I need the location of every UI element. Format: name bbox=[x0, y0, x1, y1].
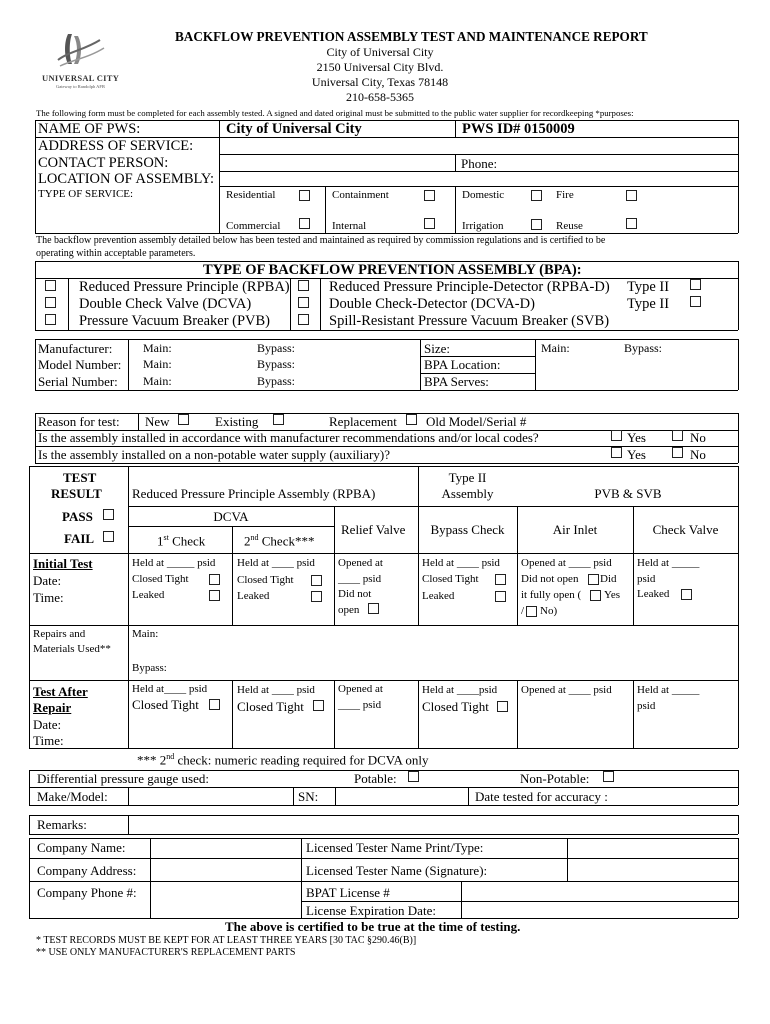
rpbad-type2-checkbox[interactable] bbox=[690, 279, 701, 290]
size-main-label: Main: bbox=[541, 341, 570, 355]
q2-yes-label: Yes bbox=[627, 447, 646, 462]
internal-label: Internal bbox=[332, 220, 367, 232]
question-non-potable: Is the assembly installed on a non-potable water supply (auxiliary)? bbox=[38, 447, 390, 462]
q1-no-label: No bbox=[690, 430, 706, 445]
air-inlet-did-not-open-checkbox[interactable] bbox=[588, 574, 599, 585]
bypass-closed-tight-label: Closed Tight bbox=[422, 573, 479, 585]
after-check2-closed-tight-label: Closed Tight bbox=[237, 699, 304, 714]
pvb-svb-heading: PVB & SVB bbox=[594, 486, 662, 501]
after-bypass-closed-tight-label: Closed Tight bbox=[422, 699, 489, 714]
q2-no-checkbox[interactable] bbox=[672, 447, 683, 458]
q2-no-label: No bbox=[690, 447, 706, 462]
dcva-heading: DCVA bbox=[213, 509, 249, 524]
commercial-label: Commercial bbox=[226, 220, 281, 232]
test-result-heading-line2: RESULT bbox=[51, 486, 102, 501]
reuse-label: Reuse bbox=[556, 220, 583, 232]
after-check-valve-held-at: Held at _____ bbox=[637, 684, 700, 696]
residential-label: Residential bbox=[226, 189, 276, 201]
gauge-nonpotable-label: Non-Potable: bbox=[520, 771, 590, 786]
header-city-state: Universal City, Texas 78148 bbox=[311, 75, 449, 89]
containment-label: Containment bbox=[332, 189, 389, 201]
repairs-label-line2: Materials Used** bbox=[33, 643, 111, 655]
air-inlet-opened-at: Opened at ____ psid bbox=[521, 557, 612, 569]
air-inlet-yes-checkbox[interactable] bbox=[590, 590, 601, 601]
q1-yes-label: Yes bbox=[627, 430, 646, 445]
rpbad-checkbox[interactable] bbox=[298, 280, 309, 291]
check2-closed-tight-label: Closed Tight bbox=[237, 574, 294, 586]
rpba-label: Reduced Pressure Principle (RPBA) bbox=[79, 279, 290, 295]
reason-existing-label: Existing bbox=[215, 414, 259, 429]
model-main-label: Main: bbox=[143, 357, 172, 371]
second-check-note: *** 2nd check: numeric reading required for DCVA only bbox=[137, 752, 429, 768]
serial-main-label: Main: bbox=[143, 374, 172, 388]
certify-statement-line1: The backflow prevention assembly detailed below has been tested and maintained as required by commission regulations and is certified to be bbox=[36, 235, 606, 246]
after-relief-opened-at: Opened at bbox=[338, 683, 383, 695]
reason-label: Reason for test: bbox=[38, 414, 120, 429]
test-after-repair-line1: Test After bbox=[33, 684, 88, 699]
company-name-label: Company Name: bbox=[37, 840, 126, 855]
repairs-label-line1: Repairs and bbox=[33, 628, 86, 640]
reuse-checkbox[interactable] bbox=[626, 218, 637, 229]
after-check1-held-at: Held at____ psid bbox=[132, 683, 208, 695]
dcva-checkbox[interactable] bbox=[45, 297, 56, 308]
header-address: 2150 Universal City Blvd. bbox=[316, 60, 444, 74]
air-inlet-did-not-open: Did not open bbox=[521, 573, 579, 585]
check2-held-at: Held at ____ psid bbox=[237, 557, 315, 569]
logo bbox=[38, 30, 120, 96]
check-valve-psid: psid bbox=[637, 573, 656, 585]
gauge-nonpotable-checkbox[interactable] bbox=[603, 771, 614, 782]
bypass-leaked-label: Leaked bbox=[422, 590, 455, 602]
bypass-closed-tight-checkbox[interactable] bbox=[495, 574, 506, 585]
dcvad-checkbox[interactable] bbox=[298, 297, 309, 308]
remarks-label: Remarks: bbox=[37, 817, 87, 832]
relief-opened-at: Opened at bbox=[338, 557, 383, 569]
sn-label: SN: bbox=[298, 789, 319, 804]
fail-checkbox[interactable] bbox=[103, 531, 114, 542]
q1-no-checkbox[interactable] bbox=[672, 430, 683, 441]
check1-leaked-label: Leaked bbox=[132, 589, 165, 601]
header-phone: 210-658-5365 bbox=[346, 90, 414, 104]
reason-replacement-label: Replacement bbox=[329, 414, 397, 429]
irrigation-checkbox[interactable] bbox=[531, 219, 542, 230]
dcvad-type2-checkbox[interactable] bbox=[690, 296, 701, 307]
check2-closed-tight-checkbox[interactable] bbox=[311, 575, 322, 586]
bpa-title: TYPE OF BACKFLOW PREVENTION ASSEMBLY (BPA): bbox=[203, 262, 582, 278]
first-check-heading: 1st Check bbox=[157, 533, 206, 549]
size-bypass-label: Bypass: bbox=[624, 341, 663, 355]
after-check2-held-at: Held at ____ psid bbox=[237, 684, 315, 696]
contact-person-label: CONTACT PERSON: bbox=[38, 155, 169, 171]
check-valve-heading: Check Valve bbox=[652, 522, 719, 537]
relief-did-not-open-checkbox[interactable] bbox=[368, 603, 379, 614]
domestic-label: Domestic bbox=[462, 189, 505, 201]
reason-new-label: New bbox=[145, 414, 170, 429]
gauge-potable-label: Potable: bbox=[354, 771, 397, 786]
instruction-text: The following form must be completed for each assembly tested. A signed and dated original must be submitted to the public water supplier for recordkeeping *purposes: bbox=[36, 108, 634, 118]
pws-name-value: City of Universal City bbox=[226, 121, 362, 137]
question-installed-codes: Is the assembly installed in accordance with manufacturer recommendations and/or local codes? bbox=[38, 430, 539, 445]
after-relief-psid: ____ psid bbox=[338, 699, 382, 711]
check1-held-at: Held at _____ psid bbox=[132, 557, 216, 569]
manufacturer-bypass-label: Bypass: bbox=[257, 341, 296, 355]
initial-date-label: Date: bbox=[33, 573, 62, 588]
q2-yes-checkbox[interactable] bbox=[611, 447, 622, 458]
city-logo-icon bbox=[38, 30, 120, 74]
second-check-heading: 2nd Check*** bbox=[244, 533, 315, 549]
commercial-checkbox[interactable] bbox=[299, 218, 310, 229]
rpba-checkbox[interactable] bbox=[45, 280, 56, 291]
irrigation-label: Irrigation bbox=[462, 220, 504, 232]
repairs-main-label: Main: bbox=[132, 628, 159, 640]
certified-statement: The above is certified to be true at the time of testing. bbox=[225, 919, 521, 934]
rpbad-type2-label: Type II bbox=[627, 279, 670, 295]
check2-leaked-checkbox[interactable] bbox=[311, 591, 322, 602]
repairs-bypass-label: Bypass: bbox=[132, 662, 167, 674]
header-city: City of Universal City bbox=[326, 45, 434, 59]
check-valve-leaked-label: Leaked bbox=[637, 588, 670, 600]
size-label: Size: bbox=[424, 341, 450, 356]
phone-label: Phone: bbox=[461, 156, 498, 171]
after-time-label: Time: bbox=[33, 733, 64, 748]
location-of-assembly-label: LOCATION OF ASSEMBLY: bbox=[38, 171, 215, 187]
company-address-label: Company Address: bbox=[37, 863, 137, 878]
pws-name-label: NAME OF PWS: bbox=[38, 121, 141, 137]
logo-tagline: Gateway to Randolph AFB bbox=[56, 84, 105, 89]
pvb-label: Pressure Vacuum Breaker (PVB) bbox=[79, 313, 271, 329]
pws-id: PWS ID# 0150009 bbox=[462, 121, 575, 137]
tester-print-label: Licensed Tester Name Print/Type: bbox=[306, 840, 484, 855]
dcvad-label: Double Check-Detector (DCVA-D) bbox=[329, 296, 535, 312]
make-model-label: Make/Model: bbox=[37, 789, 108, 804]
pvb-checkbox[interactable] bbox=[45, 314, 56, 325]
containment-checkbox[interactable] bbox=[424, 190, 435, 201]
dcvad-type2-label: Type II bbox=[627, 296, 670, 312]
address-of-service-label: ADDRESS OF SERVICE: bbox=[38, 138, 194, 154]
after-check2-closed-tight-checkbox[interactable] bbox=[313, 700, 324, 711]
fire-checkbox[interactable] bbox=[626, 190, 637, 201]
q1-yes-checkbox[interactable] bbox=[611, 430, 622, 441]
serial-number-label: Serial Number: bbox=[38, 374, 118, 389]
rpba-heading: Reduced Pressure Principle Assembly (RPBA) bbox=[132, 486, 376, 501]
svb-checkbox[interactable] bbox=[298, 314, 309, 325]
footnote-records: * TEST RECORDS MUST BE KEPT FOR AT LEAST THREE YEARS [30 TAC §290.46(B)] bbox=[36, 935, 417, 946]
type2-heading-line1: Type II bbox=[448, 470, 487, 485]
test-result-heading-line1: TEST bbox=[63, 470, 97, 485]
test-after-repair-line2: Repair bbox=[33, 700, 72, 715]
initial-time-label: Time: bbox=[33, 590, 64, 605]
after-check1-closed-tight-label: Closed Tight bbox=[132, 697, 199, 712]
rpbad-label: Reduced Pressure Principle-Detector (RPBA-D) bbox=[329, 279, 610, 295]
reason-existing-checkbox[interactable] bbox=[273, 414, 284, 425]
air-inlet-heading: Air Inlet bbox=[552, 522, 598, 537]
air-inlet-slash: / bbox=[521, 605, 525, 617]
relief-did-not: Did not bbox=[338, 588, 372, 600]
logo-name: UNIVERSAL CITY bbox=[42, 73, 120, 83]
model-bypass-label: Bypass: bbox=[257, 357, 296, 371]
bpat-license-label: BPAT License # bbox=[306, 885, 390, 900]
fail-label: FAIL bbox=[64, 531, 95, 546]
check1-leaked-checkbox[interactable] bbox=[209, 590, 220, 601]
domestic-checkbox[interactable] bbox=[531, 190, 542, 201]
check2-leaked-label: Leaked bbox=[237, 590, 270, 602]
air-inlet-yes-label: Yes bbox=[604, 589, 621, 601]
company-phone-label: Company Phone #: bbox=[37, 885, 137, 900]
after-date-label: Date: bbox=[33, 717, 62, 732]
bpa-serves-label: BPA Serves: bbox=[424, 374, 489, 389]
after-check-valve-psid: psid bbox=[637, 700, 656, 712]
reason-new-checkbox[interactable] bbox=[178, 414, 189, 425]
initial-test-label: Initial Test bbox=[33, 556, 93, 571]
gauge-potable-checkbox[interactable] bbox=[408, 771, 419, 782]
dcva-label: Double Check Valve (DCVA) bbox=[79, 296, 252, 312]
date-tested-label: Date tested for accuracy : bbox=[475, 789, 608, 804]
type2-heading-line2: Assembly bbox=[441, 486, 494, 501]
internal-checkbox[interactable] bbox=[424, 218, 435, 229]
check1-closed-tight-label: Closed Tight bbox=[132, 573, 189, 585]
check1-closed-tight-checkbox[interactable] bbox=[209, 574, 220, 585]
reason-replacement-checkbox[interactable] bbox=[406, 414, 417, 425]
license-expiration-label: License Expiration Date: bbox=[306, 903, 436, 918]
check-valve-held-at: Held at _____ bbox=[637, 557, 700, 569]
residential-checkbox[interactable] bbox=[299, 190, 310, 201]
after-air-inlet-opened-at: Opened at ____ psid bbox=[521, 684, 612, 696]
tester-signature-label: Licensed Tester Name (Signature): bbox=[306, 863, 488, 878]
bypass-held-at: Held at ____ psid bbox=[422, 557, 500, 569]
serial-bypass-label: Bypass: bbox=[257, 374, 296, 388]
air-inlet-no-label: No) bbox=[540, 605, 558, 617]
relief-psid: ____ psid bbox=[338, 573, 382, 585]
air-inlet-fully-open: it fully open ( bbox=[521, 589, 582, 601]
reason-old-model-label: Old Model/Serial # bbox=[426, 414, 527, 429]
svb-label: Spill-Resistant Pressure Vacuum Breaker (SVB) bbox=[329, 313, 610, 329]
type-of-service-label: TYPE OF SERVICE: bbox=[38, 188, 134, 200]
pass-label: PASS bbox=[62, 509, 93, 524]
model-number-label: Model Number: bbox=[38, 357, 122, 372]
pass-checkbox[interactable] bbox=[103, 509, 114, 520]
bypass-leaked-checkbox[interactable] bbox=[495, 591, 506, 602]
certify-statement-line2: operating within acceptable parameters. bbox=[36, 248, 196, 259]
page-title: BACKFLOW PREVENTION ASSEMBLY TEST AND MAINTENANCE REPORT bbox=[175, 29, 648, 44]
relief-valve-heading: Relief Valve bbox=[341, 522, 406, 537]
check-valve-leaked-checkbox[interactable] bbox=[681, 589, 692, 600]
after-bypass-held-at: Held at ____psid bbox=[422, 684, 498, 696]
after-check1-closed-tight-checkbox[interactable] bbox=[209, 699, 220, 710]
air-inlet-no-checkbox[interactable] bbox=[526, 606, 537, 617]
relief-open: open bbox=[338, 604, 360, 616]
after-bypass-closed-tight-checkbox[interactable] bbox=[497, 701, 508, 712]
manufacturer-label: Manufacturer: bbox=[38, 341, 113, 356]
fire-label: Fire bbox=[556, 189, 574, 201]
air-inlet-did: Did bbox=[600, 573, 617, 585]
bypass-check-heading: Bypass Check bbox=[430, 522, 505, 537]
manufacturer-main-label: Main: bbox=[143, 341, 172, 355]
gauge-label: Differential pressure gauge used: bbox=[37, 771, 209, 786]
footnote-parts: ** USE ONLY MANUFACTURER'S REPLACEMENT PARTS bbox=[36, 947, 296, 958]
bpa-location-label: BPA Location: bbox=[424, 357, 501, 372]
